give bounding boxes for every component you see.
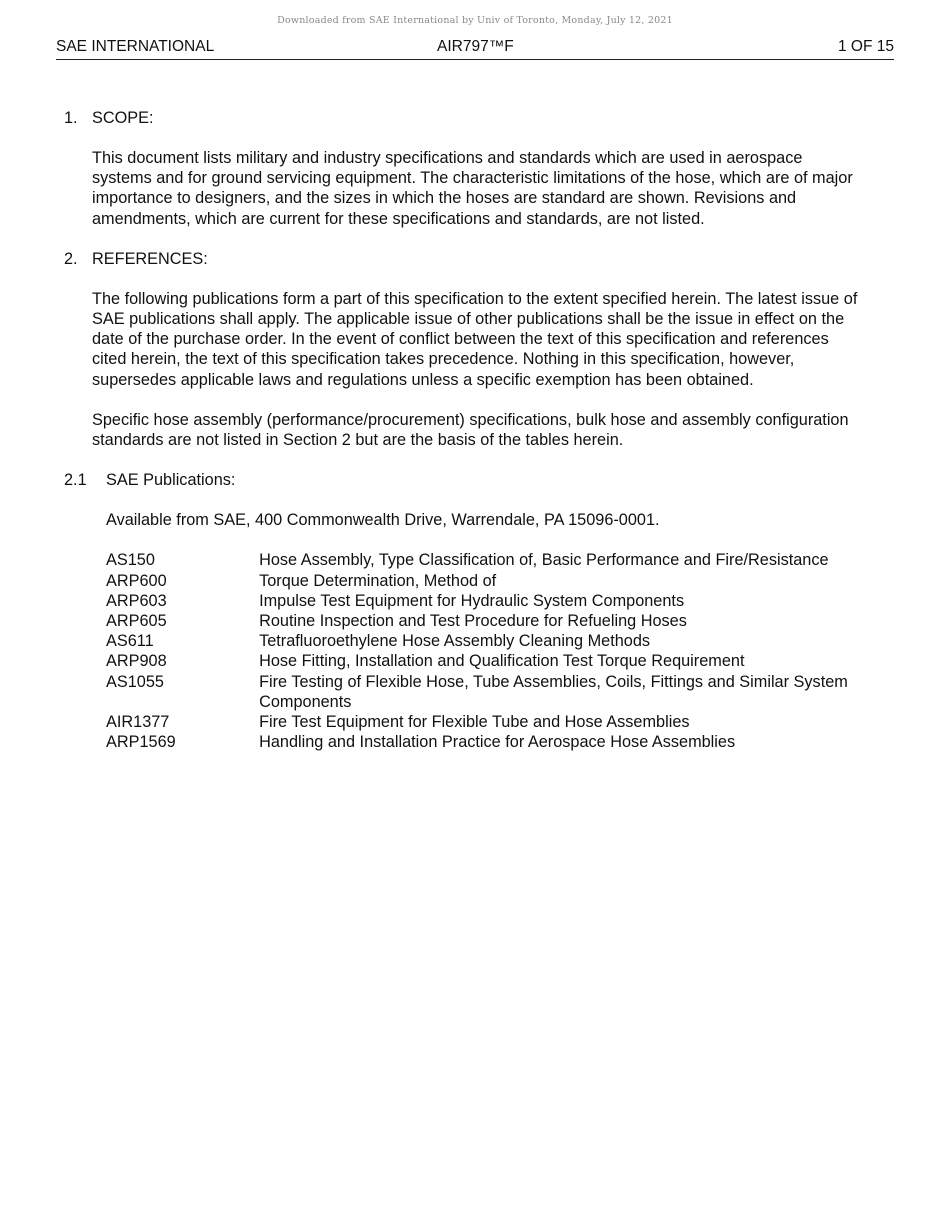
publication-code: ARP1569: [106, 733, 176, 752]
list-item: [106, 672, 864, 712]
page-number: 1 OF 15: [838, 38, 894, 55]
availability-note: Available from SAE, 400 Commonwealth Drive, Warrendale, PA 15096-0001.: [106, 511, 660, 530]
sae-publications-list: [106, 550, 864, 752]
publication-code: ARP908: [106, 652, 167, 671]
section-title: SCOPE:: [92, 109, 154, 127]
section-number: 1.: [64, 109, 78, 127]
publication-title: Fire Test Equipment for Flexible Tube and Hose Assemblies: [259, 713, 690, 732]
section-references-heading: [64, 249, 864, 269]
scope-paragraph: This document lists military and industry specifications and standards which are used in aerospace systems and for ground servicing equipment. The characteristic limitations of the hose, which are of major importance to designers, and the sizes in which the hoses are standard are shown. Revisions and amendments, which are current for these specifications and standards, are not listed.: [92, 149, 853, 228]
references-paragraph-2: Specific hose assembly (performance/procurement) specifications, bulk hose and assembly configuration standards are not listed in Section 2 but are the basis of the tables herein.: [92, 410, 849, 450]
publication-code: ARP605: [106, 612, 167, 631]
publication-title: Handling and Installation Practice for Aerospace Hose Assemblies: [259, 733, 736, 752]
references-paragraph-1: The following publications form a part of this specification to the extent specified herein. The latest issue of SAE publications shall apply. The applicable issue of other publications shall be the issue in effect on the date of the purchase order. In the event of conflict between the text of this specification and references cited herein, the text of this specification takes precedence. Nothing in this specification, however, supersedes applicable laws and regulations unless a specific exemption has been obtained.: [92, 289, 858, 389]
publication-code: AS150: [106, 551, 155, 570]
list-item: [106, 591, 864, 611]
publication-code: ARP603: [106, 591, 167, 610]
list-item: [106, 651, 864, 671]
publication-title: Tetrafluoroethylene Hose Assembly Cleaning Methods: [259, 632, 651, 651]
publication-code: AIR1377: [106, 713, 170, 732]
publication-title: Impulse Test Equipment for Hydraulic System Components: [259, 591, 685, 610]
publication-code: AS611: [106, 632, 154, 651]
publication-code: ARP600: [106, 571, 167, 590]
publisher-name: SAE INTERNATIONAL: [56, 38, 215, 55]
download-watermark: Downloaded from SAE International by Univ of Toronto, Monday, July 12, 2021: [277, 15, 673, 26]
section-sae-publications-heading: [64, 470, 864, 490]
list-item: [106, 550, 864, 570]
page-header: [56, 38, 894, 60]
section-number: 2.1: [64, 471, 87, 490]
publication-code: AS1055: [106, 672, 164, 691]
list-item: [106, 631, 864, 651]
list-item: [106, 732, 864, 752]
publication-title: Fire Testing of Flexible Hose, Tube Assemblies, Coils, Fittings and Similar System Components: [259, 672, 848, 711]
document-number: AIR797™F: [437, 38, 514, 55]
section-number: 2.: [64, 249, 78, 268]
section-title: REFERENCES:: [92, 249, 208, 268]
list-item: [106, 611, 864, 631]
list-item: [106, 571, 864, 591]
section-title: SAE Publications:: [106, 471, 236, 490]
publication-title: Hose Fitting, Installation and Qualification Test Torque Requirement: [259, 652, 745, 671]
publication-title: Hose Assembly, Type Classification of, Basic Performance and Fire/Resistance: [259, 551, 829, 570]
list-item: [106, 712, 864, 732]
publication-title: Routine Inspection and Test Procedure for Refueling Hoses: [259, 612, 687, 631]
section-scope-heading: [64, 108, 864, 128]
publication-title: Torque Determination, Method of: [259, 571, 497, 590]
document-body: [64, 108, 864, 752]
